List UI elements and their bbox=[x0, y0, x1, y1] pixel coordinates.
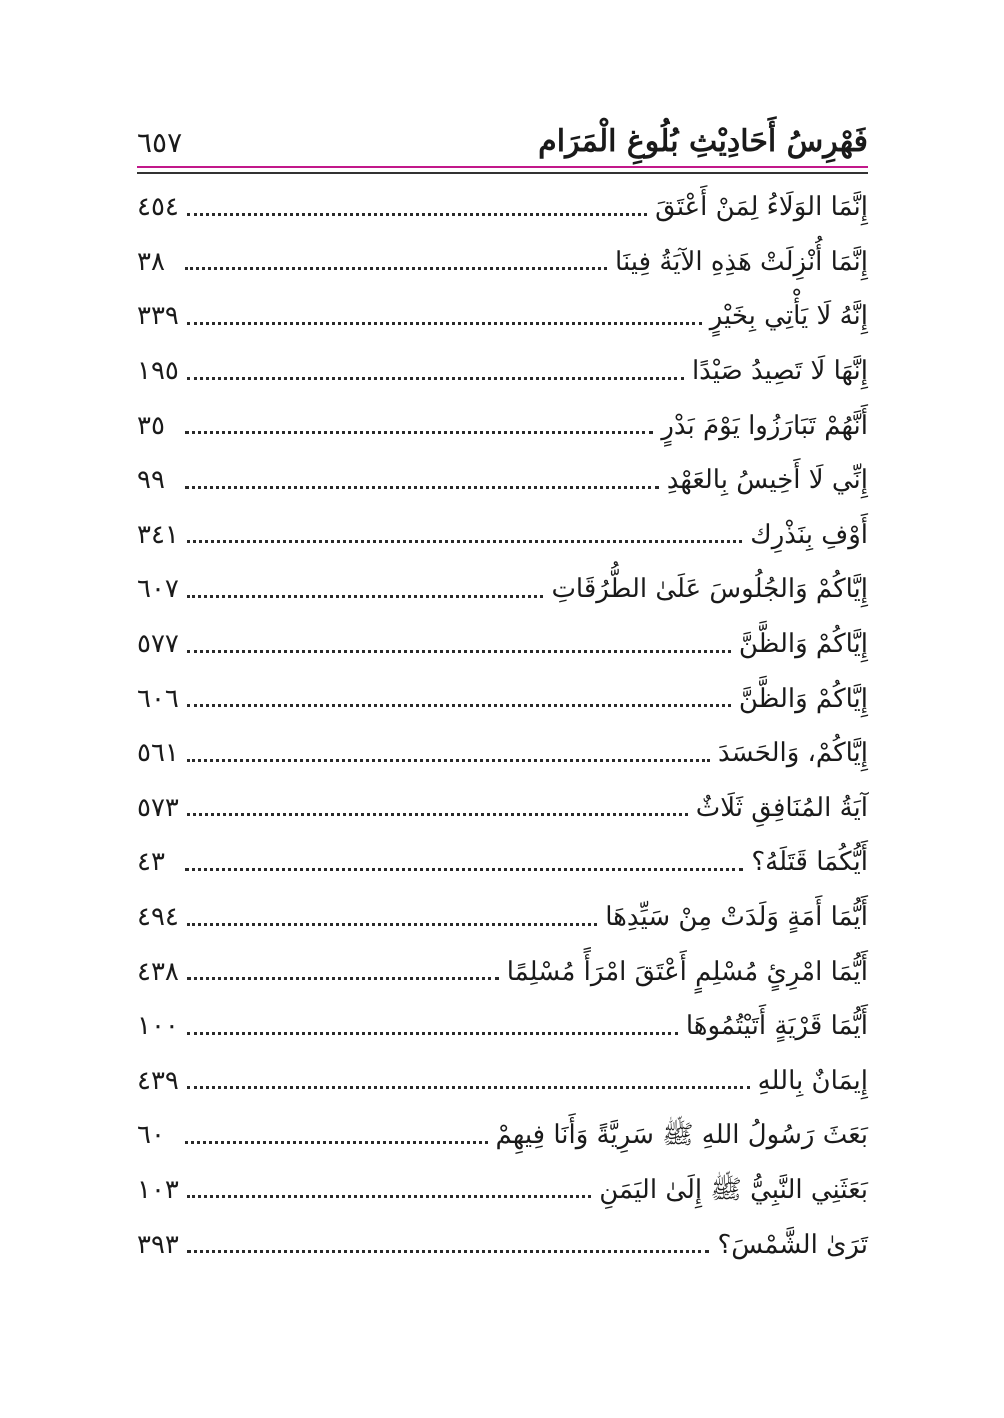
dot-leader bbox=[187, 704, 731, 707]
entry-page-number: ٥٦١ bbox=[137, 738, 179, 769]
entry-page-number: ٦٠٧ bbox=[137, 574, 179, 605]
entry-text: إِنَّهَا لَا تَصِيدُ صَيْدًا bbox=[691, 356, 868, 387]
entry-text: إِنَّمَا أُنْزِلَتْ هَذِهِ الآيَةُ فِينَا bbox=[615, 246, 868, 277]
entry-text: بَعَثَنِي النَّبِيُّ ﷺ إِلَىٰ اليَمَنِ bbox=[599, 1174, 868, 1205]
entry-page-number: ٦٠ bbox=[137, 1120, 165, 1151]
dot-leader bbox=[187, 1195, 591, 1198]
entry-page-number: ٤٥٤ bbox=[137, 192, 179, 223]
index-entry bbox=[137, 726, 868, 781]
index-entry bbox=[137, 344, 868, 399]
index-entry bbox=[137, 781, 868, 836]
index-entry bbox=[137, 1217, 868, 1272]
index-entry bbox=[137, 835, 868, 890]
entry-text: بَعَثَ رَسُولُ اللهِ ﷺ سَرِيَّةً وَأَنَا فِيهِمْ bbox=[495, 1120, 868, 1151]
entry-text: إِيَّاكُمْ، وَالحَسَدَ bbox=[717, 738, 868, 769]
index-entry bbox=[137, 453, 868, 508]
dot-leader bbox=[185, 1141, 488, 1144]
entry-text: أَيُّمَا أَمَةٍ وَلَدَتْ مِنْ سَيِّدِهَا bbox=[605, 902, 868, 933]
entry-text: إِيَّاكُمْ وَالجُلُوسَ عَلَىٰ الطُّرُقَاتِ bbox=[551, 574, 868, 605]
page-header bbox=[137, 118, 868, 162]
dot-leader bbox=[187, 213, 647, 216]
dot-leader bbox=[185, 267, 607, 270]
entry-text: أَيُّمَا قَرْيَةٍ أَتَيْتُمُوهَا bbox=[685, 1011, 868, 1042]
dot-leader bbox=[187, 322, 702, 325]
dot-leader bbox=[187, 377, 684, 380]
entry-page-number: ١٠٣ bbox=[137, 1174, 179, 1205]
entry-page-number: ٣٥ bbox=[137, 410, 165, 441]
index-entry bbox=[137, 180, 868, 235]
index-entry bbox=[137, 999, 868, 1054]
dot-leader bbox=[187, 540, 742, 543]
dot-leader bbox=[185, 486, 659, 489]
running-head-title: فَهْرِسُ أَحَادِيْثِ بُلُوغِ الْمَرَام bbox=[538, 124, 868, 159]
header-rule bbox=[137, 172, 868, 174]
entry-text: تَرَىٰ الشَّمْسَ؟ bbox=[717, 1229, 868, 1260]
entry-text: إِنِّي لَا أَخِيسُ بِالعَهْدِ bbox=[666, 465, 868, 496]
entry-page-number: ٣٨ bbox=[137, 246, 165, 277]
dot-leader bbox=[187, 595, 544, 598]
entry-text: إِيمَانٌ بِاللهِ bbox=[757, 1065, 868, 1096]
entry-page-number: ٤٩٤ bbox=[137, 902, 179, 933]
index-entry bbox=[137, 235, 868, 290]
entry-text: إِنَّمَا الوَلَاءُ لِمَنْ أَعْتَقَ bbox=[655, 192, 868, 223]
dot-leader bbox=[185, 868, 743, 871]
dot-leader bbox=[187, 650, 731, 653]
index-entry bbox=[137, 1108, 868, 1163]
index-entry bbox=[137, 671, 868, 726]
dot-leader bbox=[187, 813, 688, 816]
index-entry bbox=[137, 398, 868, 453]
index-entry bbox=[137, 508, 868, 563]
entry-page-number: ٥٧٣ bbox=[137, 792, 179, 823]
dot-leader bbox=[187, 1032, 678, 1035]
index-entry bbox=[137, 890, 868, 945]
header-rule-accent bbox=[137, 166, 868, 168]
dot-leader bbox=[187, 1086, 750, 1089]
index-entry bbox=[137, 944, 868, 999]
entry-page-number: ٣٤١ bbox=[137, 519, 179, 550]
entry-page-number: ٥٧٧ bbox=[137, 629, 179, 660]
page-number: ٦٥٧ bbox=[137, 126, 183, 159]
entry-text: أَوْفِ بِنَذْرِك bbox=[750, 519, 868, 550]
entry-page-number: ٦٠٦ bbox=[137, 683, 179, 714]
entry-page-number: ٩٩ bbox=[137, 465, 165, 496]
dot-leader bbox=[185, 431, 653, 434]
index-entry bbox=[137, 617, 868, 672]
entry-page-number: ١٠٠ bbox=[137, 1011, 179, 1042]
dot-leader bbox=[187, 977, 499, 980]
entry-text: إِنَّهُ لَا يَأْتِي بِخَيْرٍ bbox=[709, 301, 868, 332]
index-entry bbox=[137, 562, 868, 617]
index-entry bbox=[137, 289, 868, 344]
entry-page-number: ٤٣٩ bbox=[137, 1065, 179, 1096]
entry-text: أَيُّمَا امْرِئٍ مُسْلِمٍ أَعْتَقَ امْرَأً مُسْلِمًا bbox=[506, 956, 868, 987]
index-entry bbox=[137, 1054, 868, 1109]
dot-leader bbox=[187, 759, 710, 762]
entry-page-number: ٤٣ bbox=[137, 847, 165, 878]
dot-leader bbox=[187, 1250, 710, 1253]
entry-page-number: ٣٩٣ bbox=[137, 1229, 179, 1260]
dot-leader bbox=[187, 923, 597, 926]
entry-text: أَيُّكُمَا قَتَلَهُ؟ bbox=[751, 847, 868, 878]
entry-text: إِيَّاكُمْ وَالظَّنَّ bbox=[738, 629, 868, 660]
entry-text: أَنَّهُمْ تَبَارَزُوا يَوْمَ بَدْرٍ bbox=[661, 410, 868, 441]
entry-page-number: ١٩٥ bbox=[137, 356, 179, 387]
entry-page-number: ٣٣٩ bbox=[137, 301, 179, 332]
index-entry bbox=[137, 1163, 868, 1218]
entry-page-number: ٤٣٨ bbox=[137, 956, 179, 987]
entry-text: إِيَّاكُمْ وَالظَّنَّ bbox=[738, 683, 868, 714]
hadith-index-list bbox=[137, 180, 868, 1272]
entry-text: آيَةُ المُنَافِقِ ثَلَاثٌ bbox=[695, 792, 868, 823]
